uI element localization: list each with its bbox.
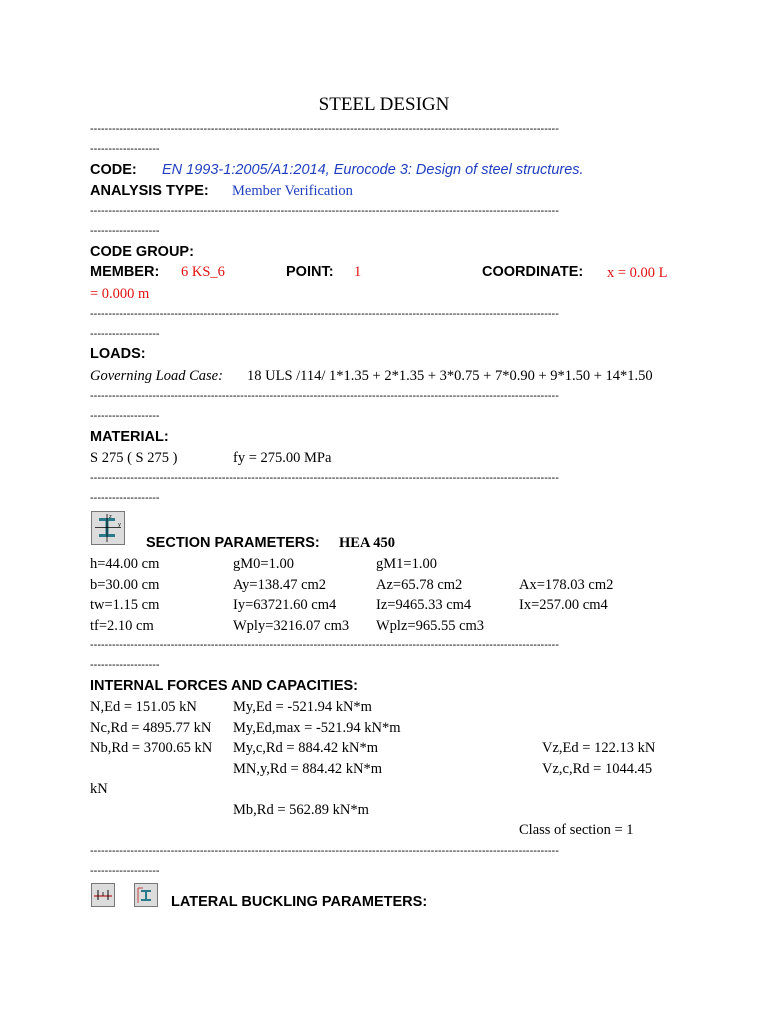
separator: -------------------------------------------------------------------------------------------------------------------------------- (90, 390, 559, 402)
load-case-label: Governing Load Case: (90, 368, 223, 384)
analysis-type-label: ANALYSIS TYPE: (90, 183, 209, 199)
separator: ------------------- (90, 492, 160, 504)
i-beam-section-icon (91, 511, 125, 545)
force-vz-c-rd: Vz,c,Rd = 1044.45 (542, 761, 653, 777)
separator: ------------------- (90, 143, 160, 155)
coordinate-value: x = 0.00 L (607, 265, 668, 281)
force-my-ed: My,Ed = -521.94 kN*m (233, 699, 372, 715)
code-value: EN 1993-1:2005/A1:2014, Eurocode 3: Design of steel structures. (162, 162, 584, 178)
svg-text:z: z (109, 514, 112, 520)
section-cell: h=44.00 cm (90, 556, 160, 572)
separator: -------------------------------------------------------------------------------------------------------------------------------- (90, 639, 559, 651)
code-group-label: CODE GROUP: (90, 244, 194, 260)
section-parameters-label: SECTION PARAMETERS: (146, 535, 320, 551)
material-fy: fy = 275.00 MPa (233, 450, 332, 466)
separator: ------------------- (90, 225, 160, 237)
separator: ------------------- (90, 865, 160, 877)
section-cell: Az=65.78 cm2 (376, 577, 463, 593)
separator: ------------------- (90, 328, 160, 340)
code-label: CODE: (90, 162, 137, 178)
force-mb-rd: Mb,Rd = 562.89 kN*m (233, 802, 369, 818)
lateral-buckling-label: LATERAL BUCKLING PARAMETERS: (171, 894, 428, 910)
section-cell: Iy=63721.60 cm4 (233, 597, 337, 613)
separator: -------------------------------------------------------------------------------------------------------------------------------- (90, 205, 559, 217)
separator: -------------------------------------------------------------------------------------------------------------------------------- (90, 845, 559, 857)
coordinate-label: COORDINATE: (482, 264, 584, 280)
separator: -------------------------------------------------------------------------------------------------------------------------------- (90, 123, 559, 135)
force-nc-rd: Nc,Rd = 4895.77 kN (90, 720, 212, 736)
section-cell: Ay=138.47 cm2 (233, 577, 327, 593)
section-cell: Iz=9465.33 cm4 (376, 597, 472, 613)
force-n-ed: N,Ed = 151.05 kN (90, 699, 197, 715)
material-steel: S 275 ( S 275 ) (90, 450, 178, 466)
section-name: HEA 450 (339, 535, 395, 551)
point-value: 1 (354, 264, 362, 280)
analysis-type-value: Member Verification (232, 183, 353, 199)
section-cell: Ix=257.00 cm4 (519, 597, 608, 613)
section-cell: gM1=1.00 (376, 556, 437, 572)
point-label: POINT: (286, 264, 334, 280)
section-cell: tw=1.15 cm (90, 597, 160, 613)
material-label: MATERIAL: (90, 429, 169, 445)
coordinate-value-cont: = 0.000 m (90, 286, 150, 302)
section-cell: gM0=1.00 (233, 556, 294, 572)
member-value: 6 KS_6 (181, 264, 225, 280)
beam-supports-icon (91, 883, 115, 907)
internal-forces-label: INTERNAL FORCES AND CAPACITIES: (90, 678, 358, 694)
force-vz-c-rd-unit: kN (90, 781, 108, 797)
force-mn-y-rd: MN,y,Rd = 884.42 kN*m (233, 761, 383, 777)
force-vz-ed: Vz,Ed = 122.13 kN (542, 740, 656, 756)
svg-text:y: y (118, 522, 121, 528)
i-beam-buckling-icon (134, 883, 158, 907)
force-nb-rd: Nb,Rd = 3700.65 kN (90, 740, 213, 756)
loads-label: LOADS: (90, 346, 146, 362)
force-my-ed-max: My,Ed,max = -521.94 kN*m (233, 720, 401, 736)
separator: -------------------------------------------------------------------------------------------------------------------------------- (90, 308, 559, 320)
separator: -------------------------------------------------------------------------------------------------------------------------------- (90, 472, 559, 484)
separator: ------------------- (90, 410, 160, 422)
page-title: STEEL DESIGN (318, 94, 450, 115)
section-cell: Ax=178.03 cm2 (519, 577, 614, 593)
section-cell: tf=2.10 cm (90, 618, 154, 634)
load-case-value: 18 ULS /114/ 1*1.35 + 2*1.35 + 3*0.75 + 7*0.90 + 9*1.50 + 14*1.50 (247, 368, 653, 384)
section-cell: b=30.00 cm (90, 577, 160, 593)
section-cell: Wplz=965.55 cm3 (376, 618, 485, 634)
member-label: MEMBER: (90, 264, 160, 280)
separator: ------------------- (90, 659, 160, 671)
section-cell: Wply=3216.07 cm3 (233, 618, 350, 634)
section-class: Class of section = 1 (519, 822, 634, 838)
force-my-c-rd: My,c,Rd = 884.42 kN*m (233, 740, 378, 756)
